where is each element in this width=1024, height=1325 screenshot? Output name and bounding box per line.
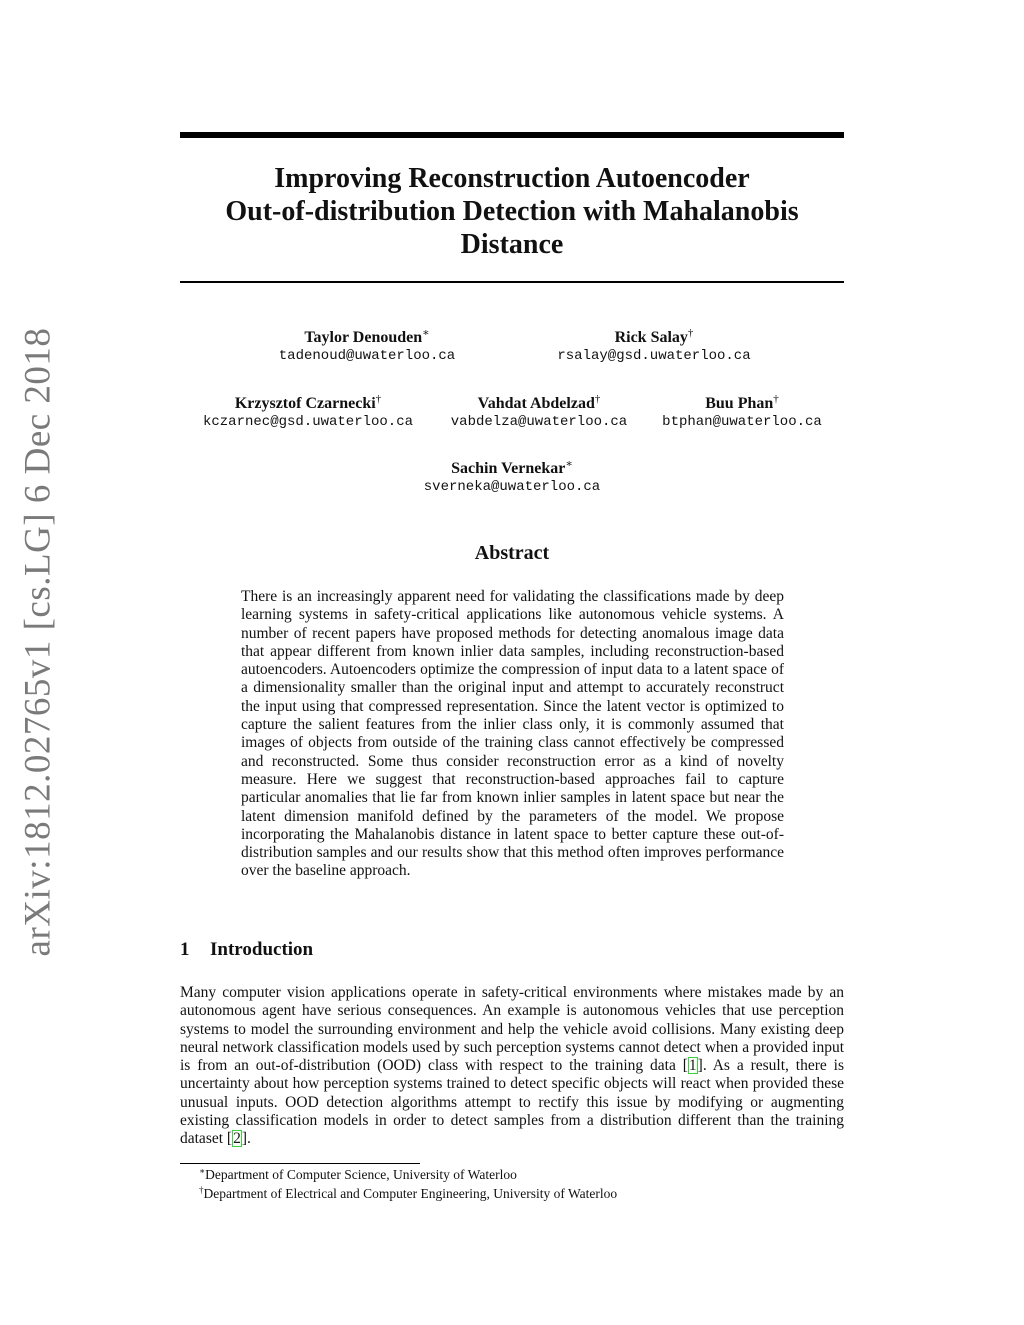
citation-link[interactable]: 1 xyxy=(688,1057,697,1075)
footnote-text: Department of Electrical and Computer Engineering, University of Waterloo xyxy=(203,1185,618,1201)
abstract-text: There is an increasingly apparent need for validating the classifications made by deep learning systems in safety-critical applications like autonomous vehicle systems. A number of recent papers have proposed methods for detecting anomalous image data that appear different from known inlier data samples, including reconstruction-based autoencoders. Autoencoders optimize the compression of input data to a latent space of a dimensionality smaller than the original input and attempt to accurately reconstruct the input using that compressed representation. Since the latent vector is optimized to capture the salient features from the inlier class only, it is commonly assumed that images of objects from outside of the training class cannot effectively be compressed and reconstructed. Some thus consider reconstruction error as a kind of novelty measure. Here we suggest that reconstruction-based approaches fail to capture particular anomalies that lie far from known inlier samples in latent space but near the latent dimension manifold defined by the parameters of the model. We propose incorporating the Mahalanobis distance in latent space to better capture these out-of-distribution samples and our results show that this method often improves performance over the baseline approach. xyxy=(241,588,784,880)
affiliation-mark: † xyxy=(594,393,601,405)
author-block xyxy=(662,394,822,431)
footnote-text: Department of Computer Science, University of Waterloo xyxy=(205,1167,517,1182)
author-email[interactable]: rsalay@gsd.uwaterloo.ca xyxy=(557,348,751,364)
intro-text-part: Many computer vision applications operate in safety-critical environments where mistakes made by an autonomous agent have serious consequences. An example is autonomous vehicles that use perception systems to model the surrounding environment and help the vehicle avoid collisions. Many existing deep neural network classification models used by such perception systems cannot detect when a provided input is from an out-of-distribution (OOD) class with respect to the training data [ xyxy=(180,984,844,1075)
author-email[interactable]: kczarnec@gsd.uwaterloo.ca xyxy=(202,414,414,430)
footnote xyxy=(199,1185,617,1204)
author-email[interactable]: vabdelza@uwaterloo.ca xyxy=(450,414,628,430)
paper-title xyxy=(180,162,844,261)
author-name: Taylor Denouden xyxy=(304,329,423,346)
section-heading-introduction xyxy=(180,939,313,961)
affiliation-mark: † xyxy=(375,393,382,405)
title-line: Improving Reconstruction Autoencoder xyxy=(274,163,750,194)
affiliation-mark: ∗ xyxy=(565,458,573,470)
author-email[interactable]: sverneka@uwaterloo.ca xyxy=(423,479,601,495)
footnote-rule xyxy=(180,1163,420,1164)
author-name: Sachin Vernekar xyxy=(451,460,566,477)
section-title: Introduction xyxy=(210,939,314,960)
intro-text-part: ]. As a result, there is uncertainty about how perception systems trained to detect specific objects will react when provided these unusual inputs. OOD detection algorithms attempt to rectify this issue by modifying or augmenting existing classification models in order to detect samples from a distribution different than the training dataset [ xyxy=(180,1057,844,1148)
title-bottom-rule xyxy=(180,281,844,283)
footnote-mark: † xyxy=(199,1184,204,1195)
author-block xyxy=(557,328,750,365)
author-name: Rick Salay xyxy=(614,329,688,346)
title-top-rule xyxy=(180,132,844,138)
title-line: Out-of-distribution Detection with Mahalanobis xyxy=(225,196,799,227)
footnotes xyxy=(199,1166,617,1203)
author-block xyxy=(424,459,600,496)
author-block xyxy=(451,394,627,431)
author-block xyxy=(203,394,413,431)
author-name: Buu Phan xyxy=(705,395,774,412)
author-email[interactable]: tadenoud@uwaterloo.ca xyxy=(278,348,456,364)
abstract-heading: Abstract xyxy=(474,542,550,564)
introduction-text xyxy=(180,984,844,1149)
author-name: Vahdat Abdelzad xyxy=(477,395,595,412)
footnote xyxy=(199,1166,617,1185)
citation-link[interactable]: 2 xyxy=(233,1130,241,1148)
section-number: 1 xyxy=(180,939,190,960)
affiliation-mark: ∗ xyxy=(422,327,430,339)
arxiv-identifier: arXiv:1812.02765v1 [cs.LG] 6 Dec 2018 xyxy=(17,327,59,957)
author-email[interactable]: btphan@uwaterloo.ca xyxy=(662,414,822,430)
intro-text-part: ]. xyxy=(241,1130,251,1148)
author-block xyxy=(279,328,455,365)
affiliation-mark: † xyxy=(773,393,779,405)
author-name: Krzysztof Czarnecki xyxy=(234,395,376,412)
affiliation-mark: † xyxy=(687,327,694,339)
footnote-mark: ∗ xyxy=(199,1166,206,1176)
title-line: Distance xyxy=(460,229,564,260)
